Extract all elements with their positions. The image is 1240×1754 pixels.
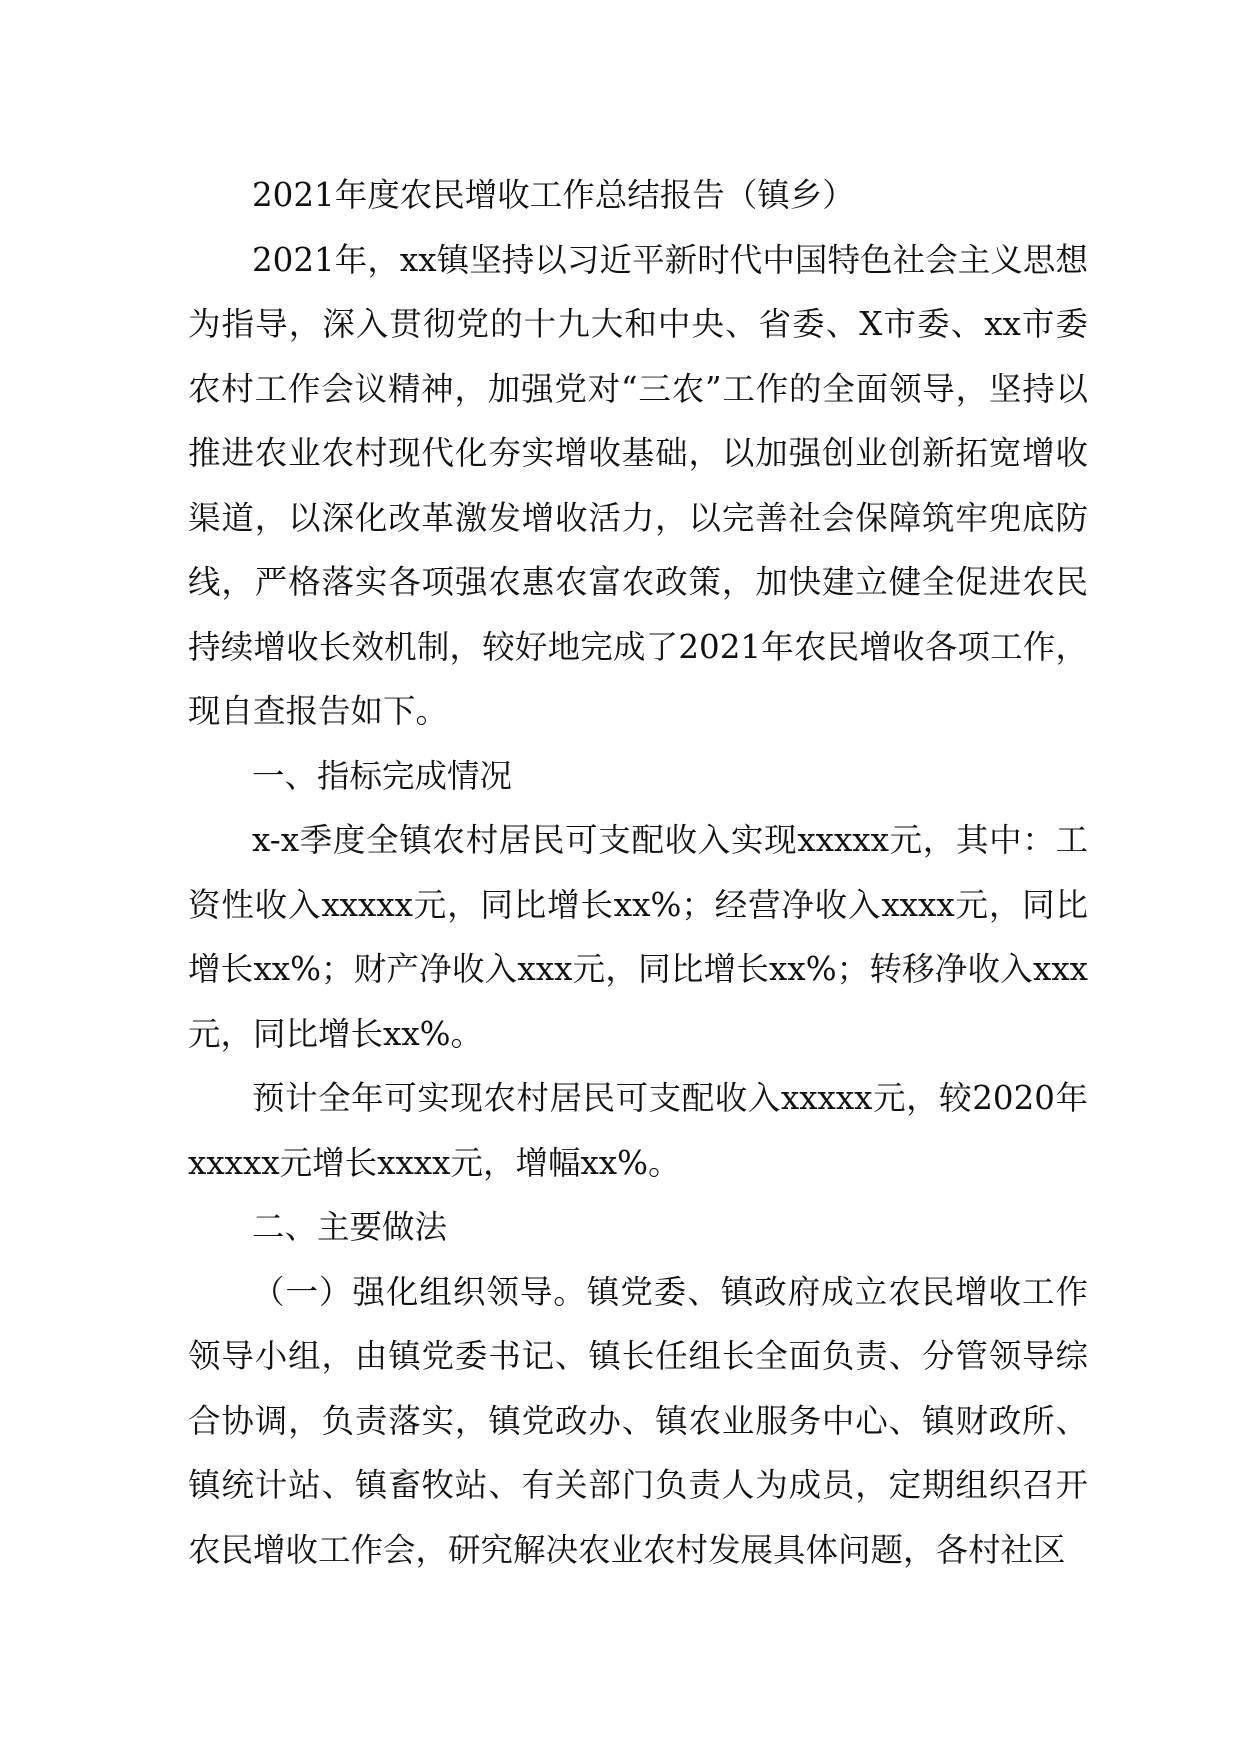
methods-paragraph-1: （一）强化组织领导。镇党委、镇政府成立农民增收工作领导小组，由镇党委书记、镇长任组长全面负责、分管领导综合协调，负责落实，镇党政办、镇农业服务中心、镇财政所、镇统计站、镇畜牧站、有关部门负责人为成员，定期组织召开农民增收工作会，研究解决农业农村发展具体问题，各村社区 xyxy=(188,1272,1088,1569)
indicators-paragraph: x-x季度全镇农村居民可支配收入实现xxxxx元，其中：工资性收入xxxxx元，同比增长xx%；经营净收入xxxx元，同比增长xx%；财产净收入xxx元，同比增长xx%；转移净收入xxx元，同比增长xx%。 xyxy=(188,821,1088,1053)
document-page xyxy=(188,163,1088,1582)
forecast-paragraph: 预计全年可实现农村居民可支配收入xxxxx元，较2020年xxxxx元增长xxxx元，增幅xx%。 xyxy=(188,1079,1088,1182)
section-heading-indicators: 一、指标完成情况 xyxy=(252,756,513,795)
document-title: 2021年度农民增收工作总结报告（镇乡） xyxy=(252,176,855,214)
intro-paragraph: 2021年，xx镇坚持以习近平新时代中国特色社会主义思想为指导，深入贯彻党的十九大和中央、省委、X市委、xx市委农村工作会议精神，加强党对“三农”工作的全面领导，坚持以推进农业农村现代化夯实增收基础，以加强创业创新拓宽增收渠道，以深化改革激发增收活力，以完善社会保障筑牢兜底防线，严格落实各项强农惠农富农政策，加快建立健全促进农民持续增收长效机制，较好地完成了2021年农民增收各项工作，现自查报告如下。 xyxy=(188,240,1088,730)
section-heading-methods: 二、主要做法 xyxy=(252,1208,448,1246)
